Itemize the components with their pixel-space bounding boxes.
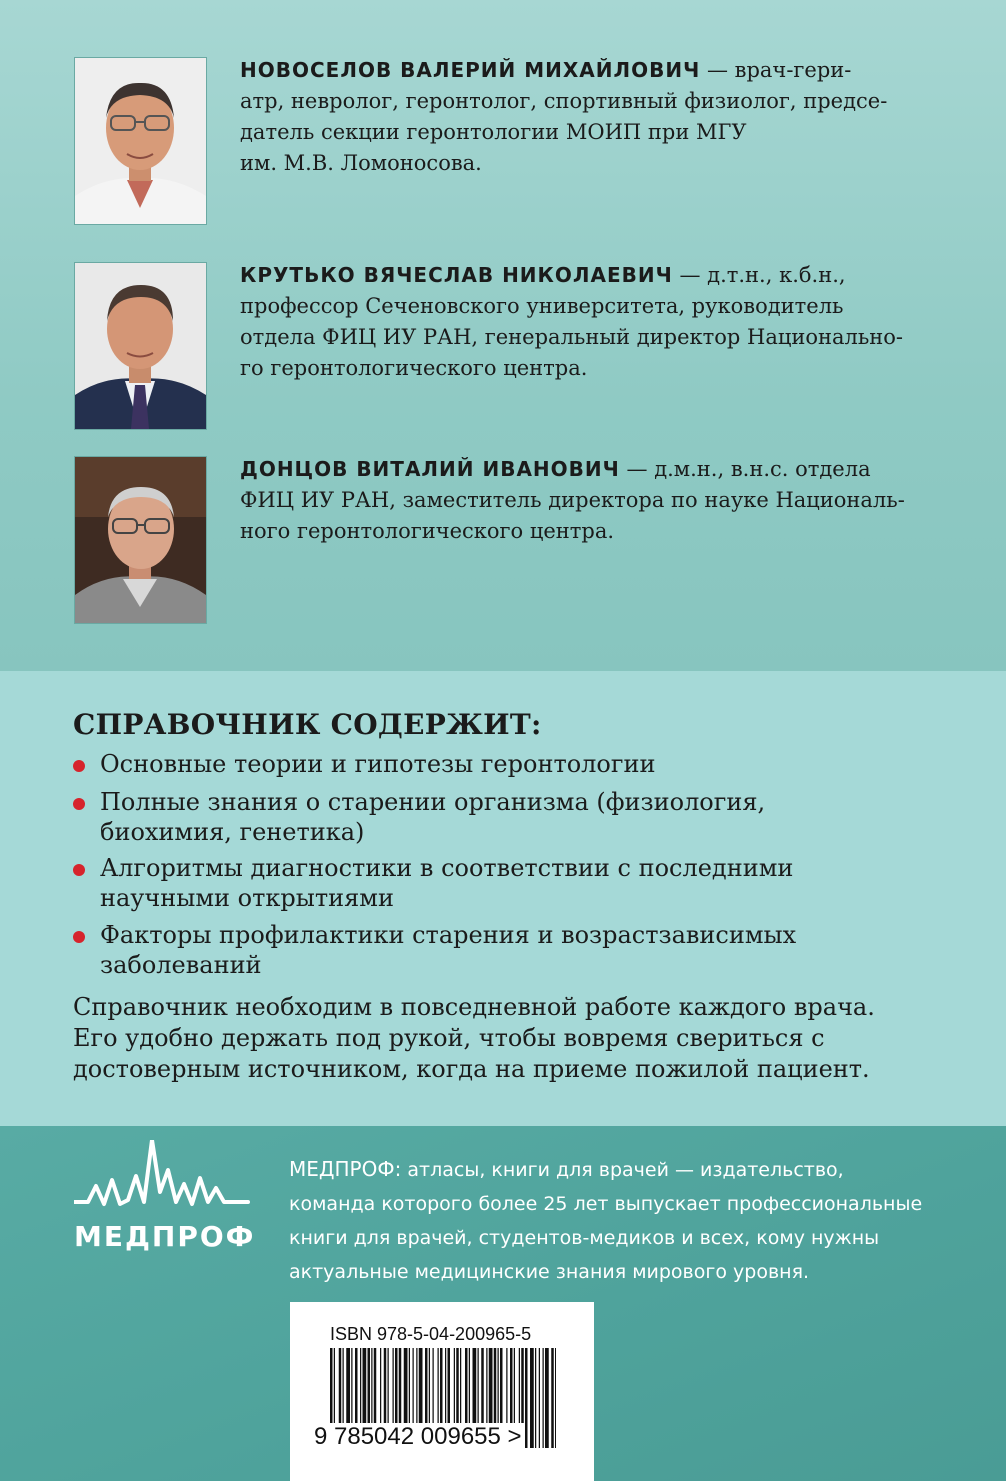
barcode-stripe <box>525 1348 528 1448</box>
barcode-stripe <box>555 1348 556 1448</box>
isbn-text: ISBN 978-5-04-200965-5 <box>330 1324 532 1344</box>
publisher-name: МЕДПРОФ: <box>289 1157 402 1181</box>
author-1-photo <box>74 57 207 225</box>
barcode-stripe <box>543 1348 544 1448</box>
author-2-bio: КРУТЬКО ВЯЧЕСЛАВ НИКОЛАЕВИЧ — д.т.н., к.б.н., профессор Сеченовского университета, руководитель отдела ФИЦ ИУ РАН, генеральный директор Национально- го геронтологического центра. <box>240 263 904 380</box>
author-1-name: НОВОСЕЛОВ ВАЛЕРИЙ МИХАЙЛОВИЧ <box>240 58 701 82</box>
barcode-digits: 9 785042 009655 > <box>314 1423 522 1450</box>
author-3-name: ДОНЦОВ ВИТАЛИЙ ИВАНОВИЧ <box>240 457 620 481</box>
author-2-name: КРУТЬКО ВЯЧЕСЛАВ НИКОЛАЕВИЧ <box>240 263 673 287</box>
author-1-bio: НОВОСЕЛОВ ВАЛЕРИЙ МИХАЙЛОВИЧ — врач-гери- атр, невролог, геронтолог, спортивный физиолог, предсе- датель секции геронтологии МОИП при МГУ им. М.В. Ломоносова. <box>240 58 888 175</box>
bullet-icon <box>73 798 85 810</box>
barcode-stripe <box>551 1348 554 1448</box>
author-3-bio: ДОНЦОВ ВИТАЛИЙ ИВАНОВИЧ — д.м.н., в.н.с. отдела ФИЦ ИУ РАН, заместитель директора по науке Националь- ного геронтологического центра. <box>240 457 905 543</box>
barcode-stripe <box>545 1348 549 1448</box>
barcode-stripe <box>530 1348 534 1448</box>
contents-title: СПРАВОЧНИК СОДЕРЖИТ: <box>73 708 542 741</box>
barcode <box>290 1302 594 1481</box>
bullet-icon <box>73 864 85 876</box>
author-2-photo <box>74 262 207 430</box>
barcode-stripe <box>535 1348 536 1448</box>
barcode-stripe <box>539 1348 540 1448</box>
bullet-icon <box>73 760 85 772</box>
publisher-info: МЕДПРОФ: атласы, книги для врачей — издательство, команда которого более 25 лет выпускает профессиональные книги для врачей, студентов-медиков и всех, кому нужны актуальные медицинские знания мирового уровня. <box>289 1157 923 1283</box>
description: Справочник необходим в повседневной работе каждого врача. Его удобно держать под рукой, чтобы вовремя свериться с достоверным источником, когда на приеме пожилой пациент. <box>73 993 875 1083</box>
author-3-photo <box>74 456 207 624</box>
medprof-logo-text: МЕДПРОФ <box>74 1220 256 1253</box>
bullet-icon <box>73 931 85 943</box>
